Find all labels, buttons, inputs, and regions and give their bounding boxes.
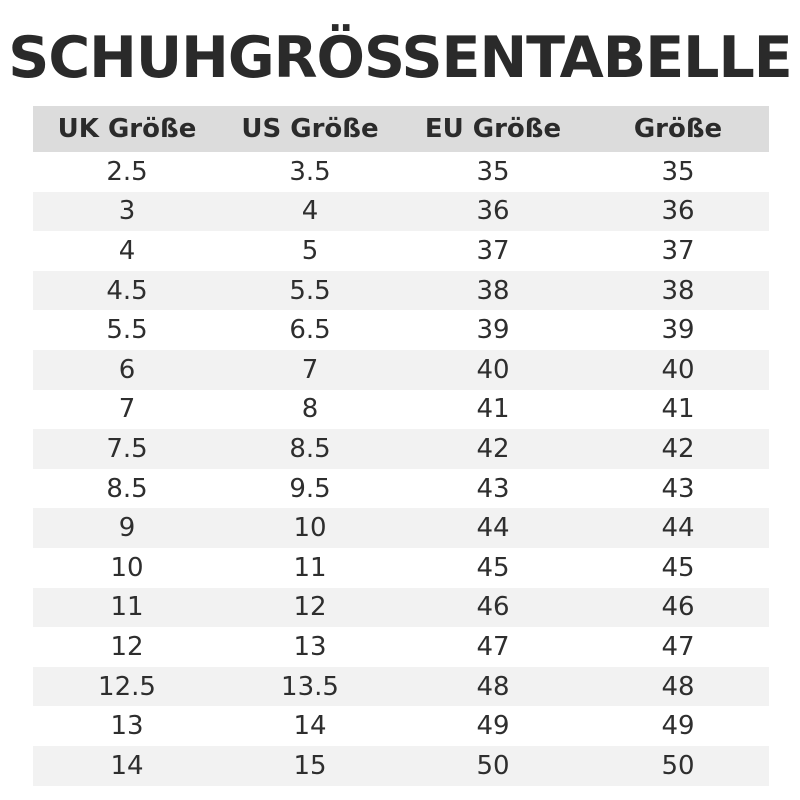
- us-size-cell: 12: [221, 588, 399, 628]
- uk-size-cell: 12: [33, 627, 221, 667]
- uk-size-cell: 11: [33, 588, 221, 628]
- eu-size-cell: 39: [399, 310, 587, 350]
- us-size-cell: 9.5: [221, 469, 399, 509]
- uk-size-cell: 9: [33, 508, 221, 548]
- eu-size-cell: 35: [399, 152, 587, 192]
- us-size-cell: 15: [221, 746, 399, 786]
- us-size-cell: 13: [221, 627, 399, 667]
- column-header-size: Größe: [587, 106, 769, 152]
- table-row: [33, 469, 769, 509]
- table-row: [33, 271, 769, 311]
- uk-size-cell: 4: [33, 231, 221, 271]
- size-cell: 49: [587, 706, 769, 746]
- uk-size-cell: 8.5: [33, 469, 221, 509]
- table-row: [33, 231, 769, 271]
- us-size-cell: 8: [221, 390, 399, 430]
- table-row: [33, 390, 769, 430]
- uk-size-cell: 12.5: [33, 667, 221, 707]
- table-row: [33, 706, 769, 746]
- eu-size-cell: 49: [399, 706, 587, 746]
- table-row: [33, 310, 769, 350]
- eu-size-cell: 36: [399, 192, 587, 232]
- uk-size-cell: 6: [33, 350, 221, 390]
- eu-size-cell: 48: [399, 667, 587, 707]
- table-row: [33, 508, 769, 548]
- uk-size-cell: 3: [33, 192, 221, 232]
- size-cell: 47: [587, 627, 769, 667]
- size-cell: 35: [587, 152, 769, 192]
- eu-size-cell: 37: [399, 231, 587, 271]
- uk-size-cell: 2.5: [33, 152, 221, 192]
- table-row: [33, 548, 769, 588]
- table-body: [33, 152, 769, 786]
- size-cell: 45: [587, 548, 769, 588]
- eu-size-cell: 41: [399, 390, 587, 430]
- table-row: [33, 152, 769, 192]
- table-header-row: [33, 106, 769, 152]
- eu-size-cell: 45: [399, 548, 587, 588]
- eu-size-cell: 44: [399, 508, 587, 548]
- us-size-cell: 13.5: [221, 667, 399, 707]
- eu-size-cell: 38: [399, 271, 587, 311]
- table-row: [33, 429, 769, 469]
- size-cell: 43: [587, 469, 769, 509]
- table-row: [33, 588, 769, 628]
- eu-size-cell: 47: [399, 627, 587, 667]
- size-cell: 46: [587, 588, 769, 628]
- size-cell: 37: [587, 231, 769, 271]
- table-row: [33, 350, 769, 390]
- size-cell: 50: [587, 746, 769, 786]
- us-size-cell: 10: [221, 508, 399, 548]
- us-size-cell: 14: [221, 706, 399, 746]
- eu-size-cell: 42: [399, 429, 587, 469]
- us-size-cell: 4: [221, 192, 399, 232]
- table-header: [33, 106, 769, 152]
- size-cell: 39: [587, 310, 769, 350]
- size-cell: 44: [587, 508, 769, 548]
- uk-size-cell: 13: [33, 706, 221, 746]
- size-cell: 42: [587, 429, 769, 469]
- eu-size-cell: 40: [399, 350, 587, 390]
- size-cell: 36: [587, 192, 769, 232]
- column-header-eu: EU Größe: [399, 106, 587, 152]
- us-size-cell: 5: [221, 231, 399, 271]
- uk-size-cell: 10: [33, 548, 221, 588]
- uk-size-cell: 4.5: [33, 271, 221, 311]
- us-size-cell: 6.5: [221, 310, 399, 350]
- size-cell: 40: [587, 350, 769, 390]
- us-size-cell: 11: [221, 548, 399, 588]
- uk-size-cell: 7: [33, 390, 221, 430]
- size-cell: 38: [587, 271, 769, 311]
- uk-size-cell: 14: [33, 746, 221, 786]
- eu-size-cell: 46: [399, 588, 587, 628]
- us-size-cell: 5.5: [221, 271, 399, 311]
- column-header-uk: UK Größe: [33, 106, 221, 152]
- table-row: [33, 667, 769, 707]
- us-size-cell: 8.5: [221, 429, 399, 469]
- us-size-cell: 3.5: [221, 152, 399, 192]
- uk-size-cell: 5.5: [33, 310, 221, 350]
- size-cell: 41: [587, 390, 769, 430]
- table-row: [33, 746, 769, 786]
- shoe-size-table: [33, 106, 769, 786]
- eu-size-cell: 43: [399, 469, 587, 509]
- page-title: SCHUHGRÖSSENTABELLE: [8, 25, 792, 91]
- uk-size-cell: 7.5: [33, 429, 221, 469]
- table-row: [33, 627, 769, 667]
- eu-size-cell: 50: [399, 746, 587, 786]
- table-row: [33, 192, 769, 232]
- column-header-us: US Größe: [221, 106, 399, 152]
- us-size-cell: 7: [221, 350, 399, 390]
- size-cell: 48: [587, 667, 769, 707]
